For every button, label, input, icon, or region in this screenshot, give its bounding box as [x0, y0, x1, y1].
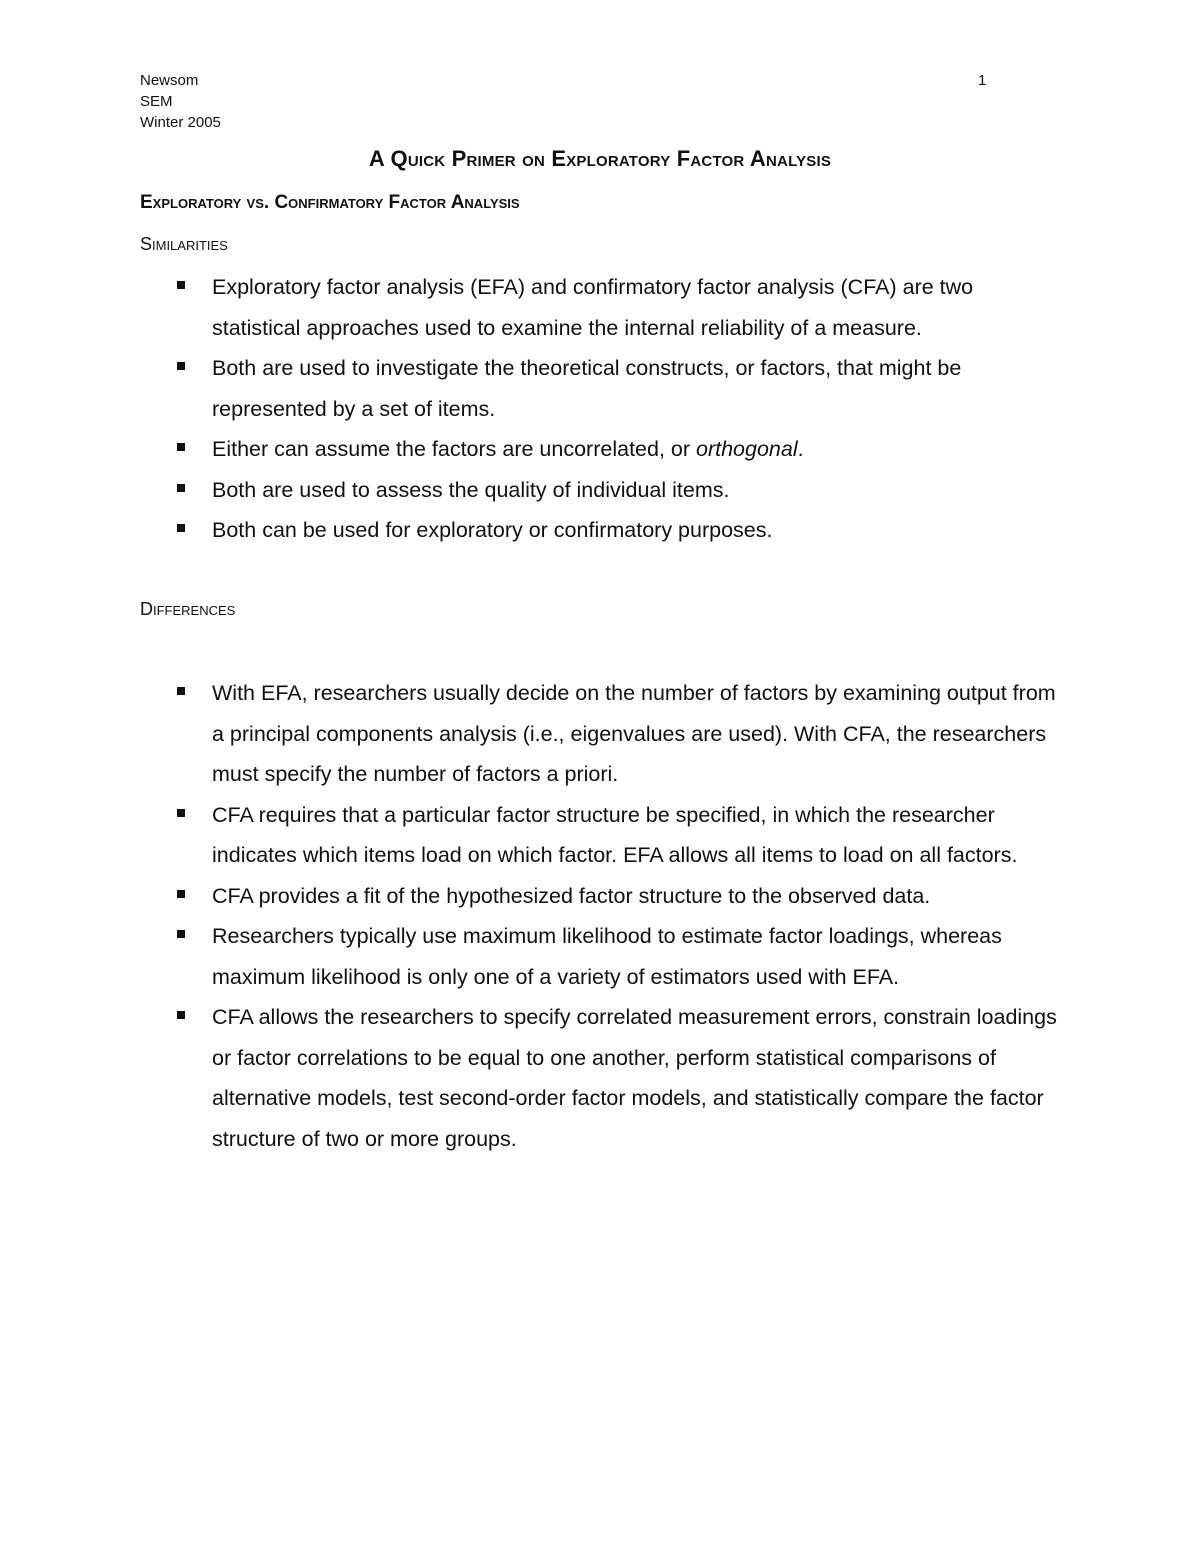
square-bullet-icon	[177, 362, 185, 370]
list-item	[140, 470, 1060, 511]
square-bullet-icon	[177, 687, 185, 695]
square-bullet-icon	[177, 930, 185, 938]
list-item	[140, 795, 1060, 876]
page-number: 1	[978, 72, 987, 89]
square-bullet-icon	[177, 443, 185, 451]
list-item	[140, 997, 1060, 1159]
list-item	[140, 267, 1060, 348]
list-item-text: CFA requires that a particular factor structure be specified, in which the researcher indicates which items load on which factor. EFA allows all items to load on all factors.	[212, 802, 1018, 867]
list-item-text: Both are used to investigate the theoretical constructs, or factors, that might be represented by a set of items.	[212, 356, 962, 421]
square-bullet-icon	[177, 281, 185, 289]
similarities-heading: Similarities	[140, 234, 228, 254]
list-item-text: CFA provides a fit of the hypothesized factor structure to the observed data.	[212, 883, 931, 908]
similarities-list	[140, 267, 1060, 551]
emphasis-text: orthogonal	[696, 437, 798, 461]
list-item-text: CFA allows the researchers to specify correlated measurement errors, constrain loadings or factor correlations to be equal to one another, perform statistical comparisons of alternative models, test second-order factor models, and statistically compare the factor structure of two or more groups.	[212, 1005, 1057, 1151]
list-item-text: Both can be used for exploratory or confirmatory purposes.	[212, 518, 773, 542]
page-header	[140, 70, 221, 133]
list-item-text: With EFA, researchers usually decide on the number of factors by examining output from a principal components analysis (i.e., eigenvalues are used). With CFA, the researchers must specify the number of factors a priori.	[212, 681, 1056, 786]
square-bullet-icon	[177, 809, 185, 817]
square-bullet-icon	[177, 524, 185, 532]
square-bullet-icon	[177, 890, 185, 898]
list-item-text: Exploratory factor analysis (EFA) and confirmatory factor analysis (CFA) are two statistical approaches used to examine the internal reliability of a measure.	[212, 275, 974, 340]
differences-heading: Differences	[140, 599, 236, 619]
text-segment: Either can assume the factors are uncorrelated, or	[212, 437, 696, 461]
header-term: Winter 2005	[140, 114, 221, 131]
section-heading: Exploratory vs. Confirmatory Factor Analysis	[140, 192, 520, 213]
text-segment: .	[797, 437, 804, 461]
square-bullet-icon	[177, 1011, 185, 1019]
list-item-text: Researchers typically use maximum likelihood to estimate factor loadings, whereas maximum likelihood is only one of a variety of estimators used with EFA.	[212, 924, 1002, 989]
list-item-text: Both are used to assess the quality of individual items.	[212, 477, 730, 502]
list-item	[140, 510, 1060, 551]
list-item	[140, 916, 1060, 997]
list-item	[140, 673, 1060, 795]
header-author: Newsom	[140, 72, 199, 89]
list-item	[140, 876, 1060, 917]
document-title: A Quick Primer on Exploratory Factor Analysis	[368, 146, 832, 171]
list-item-text	[212, 437, 804, 461]
square-bullet-icon	[177, 484, 185, 492]
list-item	[140, 429, 1060, 470]
differences-list	[140, 673, 1060, 1159]
list-item	[140, 348, 1060, 429]
header-course: SEM	[140, 93, 173, 110]
